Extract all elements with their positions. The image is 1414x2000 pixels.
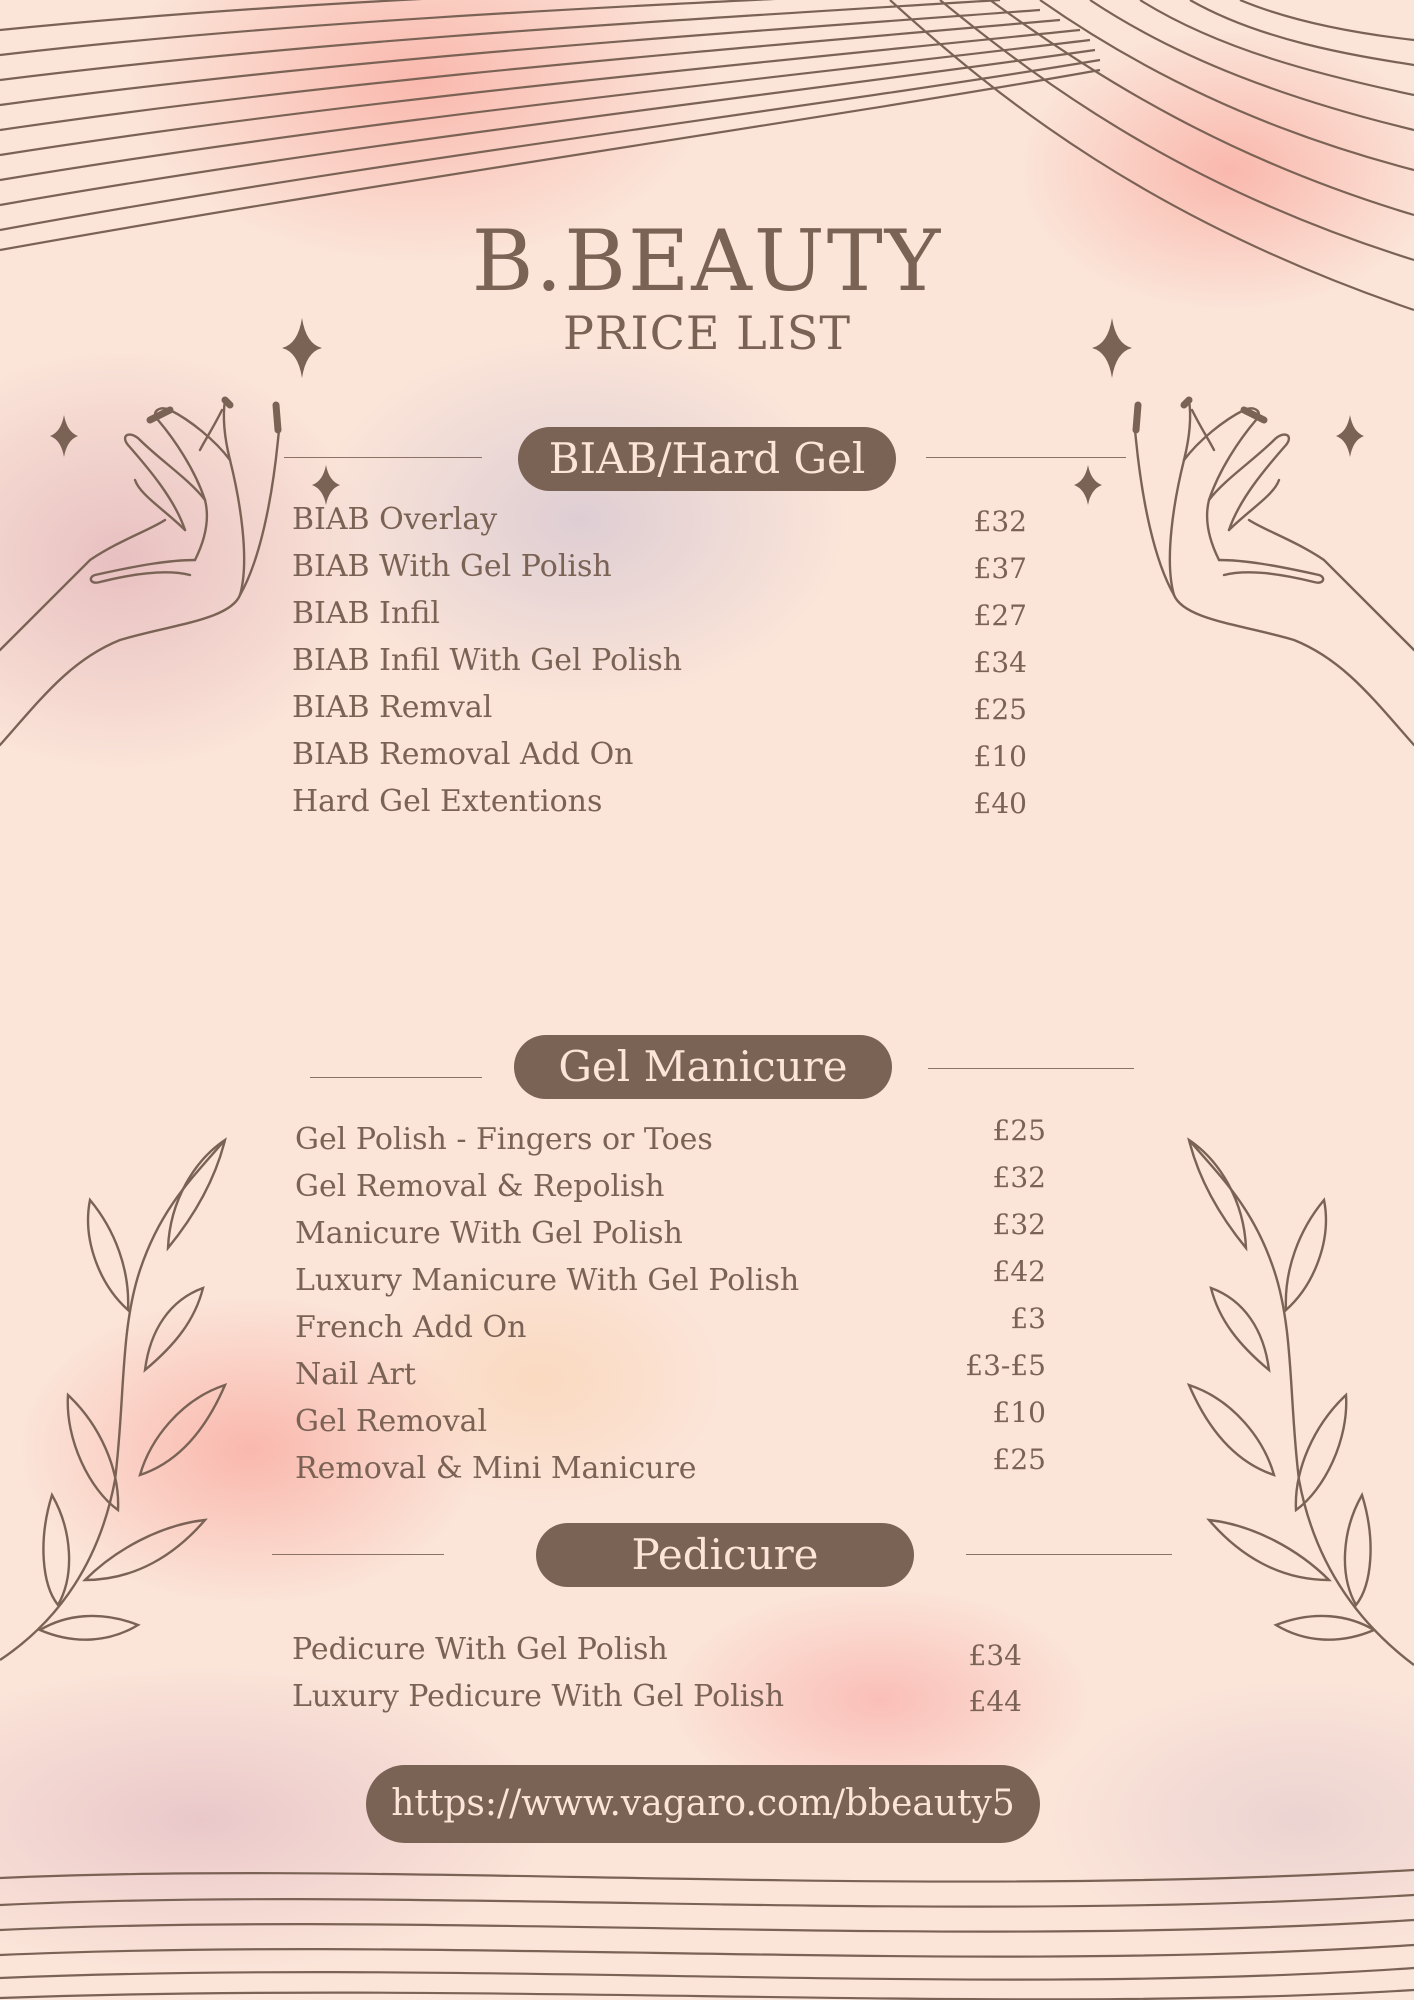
price-value: £3 bbox=[1010, 1302, 1046, 1335]
price-value: £10 bbox=[992, 1396, 1046, 1429]
price-value: £32 bbox=[992, 1208, 1046, 1241]
price-value: £27 bbox=[973, 599, 1027, 632]
section-heading-biab: BIAB/Hard Gel bbox=[518, 427, 896, 491]
list-item: Removal & Mini Manicure bbox=[295, 1451, 697, 1486]
price-value: £42 bbox=[992, 1255, 1046, 1288]
section-heading-pedicure: Pedicure bbox=[536, 1523, 914, 1587]
section-heading-gel-manicure: Gel Manicure bbox=[514, 1035, 892, 1099]
price-value: £25 bbox=[992, 1114, 1046, 1147]
list-item: BIAB Infil With Gel Polish bbox=[292, 643, 683, 678]
price-value: £25 bbox=[973, 693, 1027, 726]
list-item: French Add On bbox=[295, 1310, 527, 1345]
list-item: Gel Removal & Repolish bbox=[295, 1169, 665, 1204]
divider-line bbox=[928, 1068, 1134, 1069]
divider-line bbox=[926, 457, 1126, 458]
brand-title: B.BEAUTY bbox=[471, 212, 943, 310]
list-item: BIAB Overlay bbox=[292, 502, 498, 537]
divider-line bbox=[272, 1554, 444, 1555]
list-item: Nail Art bbox=[295, 1357, 416, 1392]
booking-url-link[interactable]: https://www.vagaro.com/bbeauty5 bbox=[366, 1765, 1040, 1843]
list-item: Manicure With Gel Polish bbox=[295, 1216, 683, 1251]
list-item: Gel Removal bbox=[295, 1404, 488, 1439]
price-value: £40 bbox=[973, 787, 1027, 820]
leaf-branch-icon bbox=[0, 1140, 225, 1660]
list-item: Pedicure With Gel Polish bbox=[292, 1632, 668, 1667]
leaf-branch-icon bbox=[1189, 1140, 1414, 1665]
list-item: Gel Polish - Fingers or Toes bbox=[295, 1122, 713, 1157]
hand-illustration-icon bbox=[0, 400, 279, 745]
price-value: £25 bbox=[992, 1443, 1046, 1476]
list-item: Luxury Manicure With Gel Polish bbox=[295, 1263, 800, 1298]
divider-line bbox=[284, 457, 482, 458]
page-subtitle: PRICE LIST bbox=[562, 306, 852, 360]
hand-illustration-icon bbox=[1135, 400, 1414, 745]
list-item: BIAB Removal Add On bbox=[292, 737, 634, 772]
price-value: £37 bbox=[973, 552, 1027, 585]
price-value: £34 bbox=[968, 1639, 1022, 1672]
divider-line bbox=[966, 1554, 1172, 1555]
list-item: BIAB Remval bbox=[292, 690, 493, 725]
list-item: BIAB With Gel Polish bbox=[292, 549, 612, 584]
list-item: BIAB Infil bbox=[292, 596, 440, 631]
list-item: Hard Gel Extentions bbox=[292, 784, 603, 819]
price-value: £3-£5 bbox=[965, 1349, 1046, 1382]
price-value: £44 bbox=[968, 1685, 1022, 1718]
price-value: £10 bbox=[973, 740, 1027, 773]
divider-line bbox=[310, 1077, 482, 1078]
price-value: £32 bbox=[973, 505, 1027, 538]
price-value: £34 bbox=[973, 646, 1027, 679]
price-value: £32 bbox=[992, 1161, 1046, 1194]
list-item: Luxury Pedicure With Gel Polish bbox=[292, 1679, 785, 1714]
